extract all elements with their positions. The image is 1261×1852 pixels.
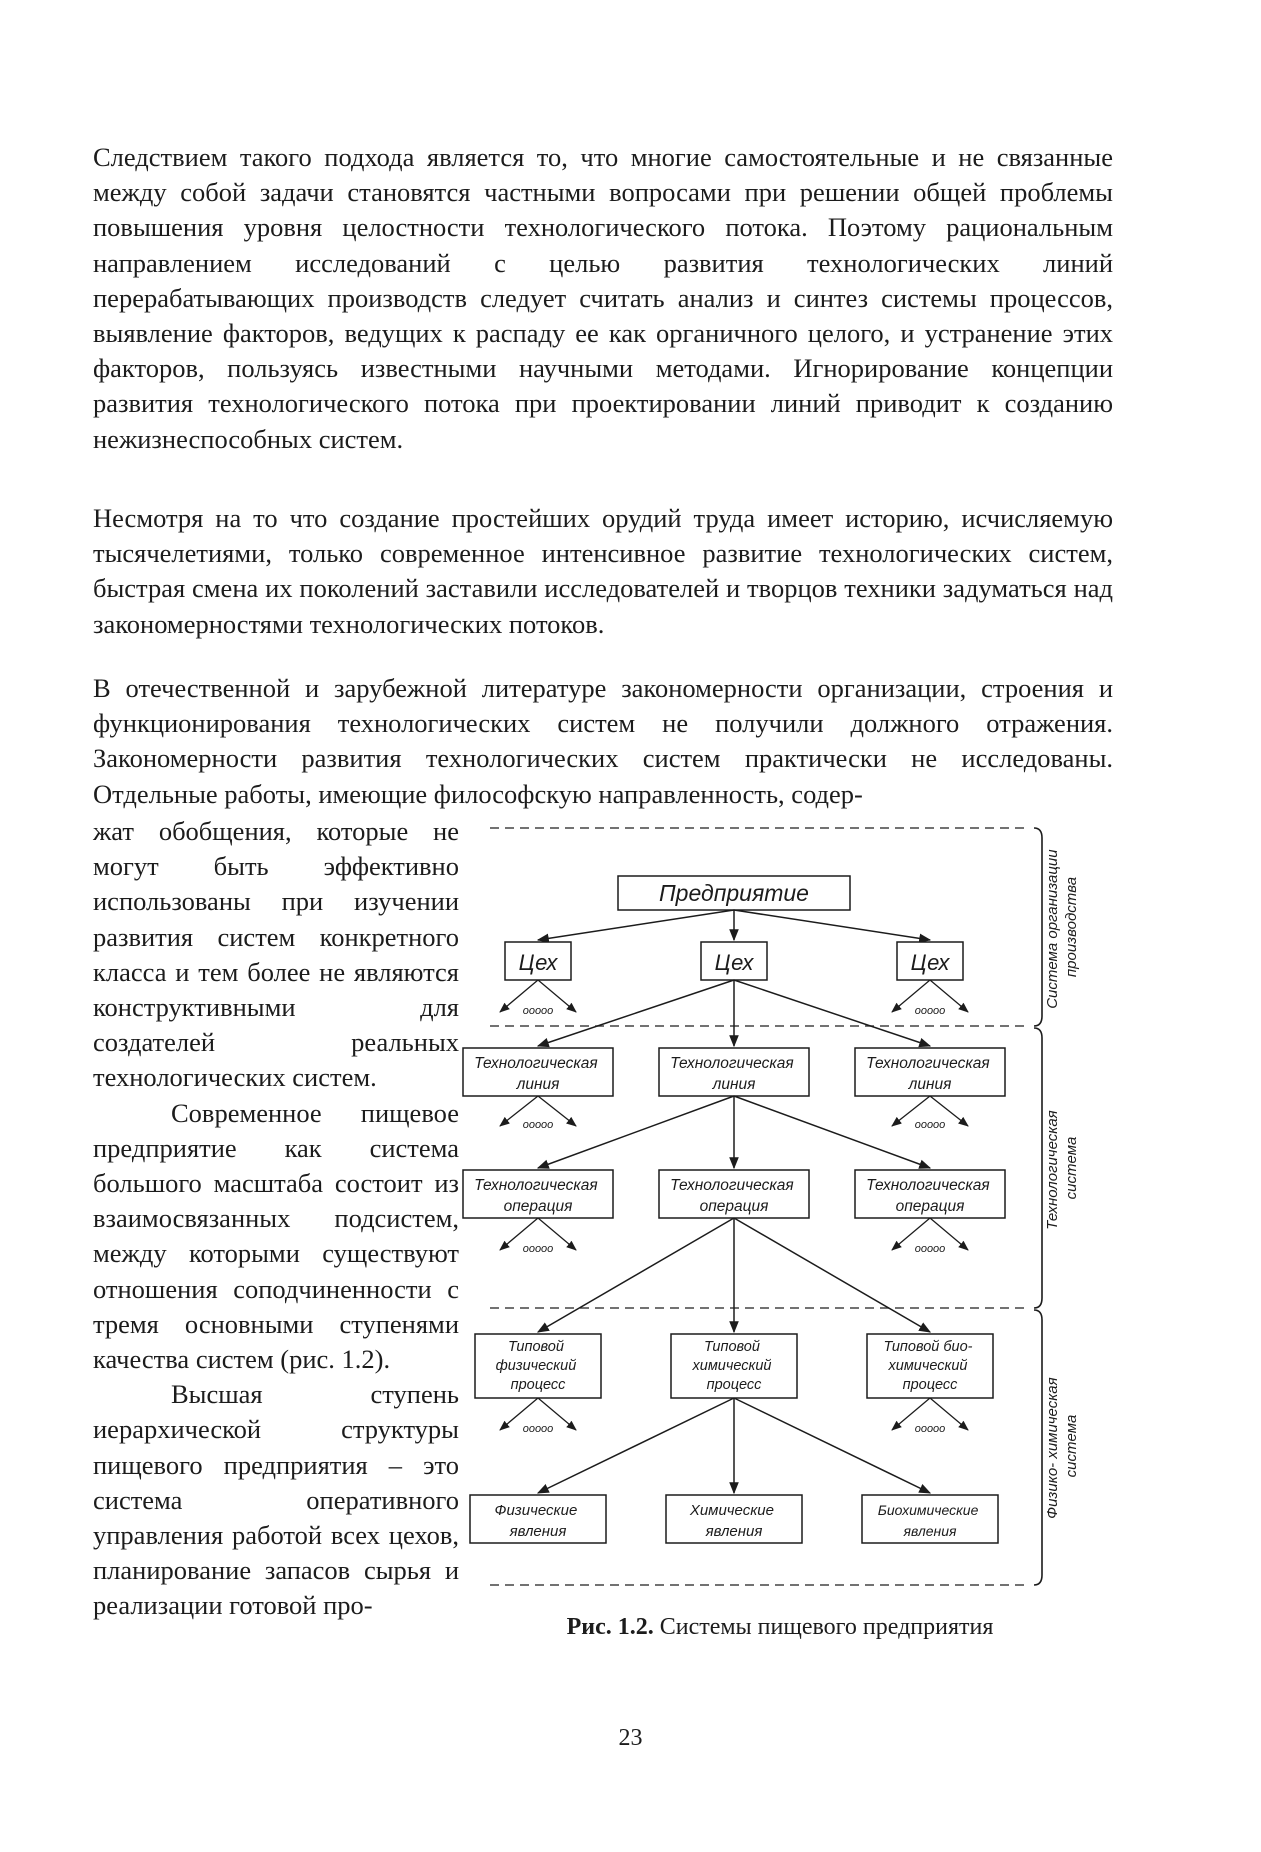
arrow	[734, 980, 930, 1046]
side-label-organization: Система организации производства	[1044, 849, 1080, 1009]
process-label: Типовой физический процесс	[495, 1339, 577, 1393]
phenomena-label: Физические явления	[494, 1502, 578, 1540]
brace-technological	[1034, 1028, 1042, 1308]
side-label-technological: Технологическая система	[1044, 1110, 1080, 1230]
arrow	[538, 1218, 734, 1332]
dots: ооооо	[914, 1005, 946, 1017]
paragraph-3: В отечественной и зарубежной литературе закономерности организации, строения и функционирования технологических систем не получили должного отражения. Закономерности развития технологических систем практически не исследованы. Отдельные работы, имеющие философскую направленность, содер-	[93, 673, 1113, 809]
operation-label: Технологическая операция	[866, 1177, 990, 1215]
dots: ооооо	[914, 1243, 946, 1255]
enterprise-label: Предприятие	[659, 880, 809, 906]
dots: ооооо	[522, 1423, 554, 1435]
paragraph-1: Следствием такого подхода является то, что многие самостоятельные и не связанные между собой задачи становятся частными вопросами при решении общей проблемы повышения уровня целостности технологического потока. Поэтому рациональным направлением исследований с целью развития технологических линий перерабатывающих производств следует считать анализ и синтез системы процессов, выявление факторов, ведущих к распаду ее как органичного целого, и устранение этих факторов, пользуясь известными научными методами. Игнорирование концепции развития технологического потока при проектировании линий приводит к созданию нежизнеспособных систем.	[93, 142, 1113, 454]
workshop-label: Цех	[518, 950, 558, 975]
arrow	[734, 1096, 930, 1168]
workshop-label: Цех	[910, 950, 950, 975]
process-label: Типовой химический процесс	[692, 1339, 772, 1393]
arrow	[538, 1398, 734, 1493]
arrow	[734, 1398, 930, 1493]
line-label: Технологическая линия	[866, 1055, 990, 1093]
page-number: 23	[618, 1725, 643, 1751]
brace-organization	[1034, 828, 1042, 1026]
arrow	[538, 980, 734, 1046]
dots: ооооо	[522, 1119, 554, 1131]
wrapped-text-column	[93, 814, 459, 1624]
dots: ооооо	[522, 1243, 554, 1255]
paragraph-3-continuation: жат обобщения, которые не могут быть эффективно использованы при изучении развития систем конкретного класса и тем более не являются конструктивными для создателей реальных технологических систем.	[93, 816, 459, 1093]
arrow	[538, 1096, 734, 1168]
line-label: Технологическая линия	[474, 1055, 598, 1093]
paragraph-2: Несмотря на то что создание простейших орудий труда имеет историю, исчисляемую тысячелетиями, только современное интенсивное развитие технологических систем, быстрая смена их поколений заставили исследователей и творцов техники задуматься над закономерностями технологических потоков.	[93, 503, 1113, 639]
process-label: Типовой био- химический процесс	[883, 1339, 973, 1393]
phenomena-label: Химические явления	[689, 1502, 775, 1540]
phenomena-label: Биохимические явления	[877, 1502, 979, 1539]
paragraph-5: Высшая ступень иерархической структуры пищевого предприятия – это система оперативного управления работой всех цехов, планирование запасов сырья и реализации готовой про-	[93, 1379, 459, 1621]
side-label-physchem: Физико- химическая система	[1044, 1377, 1080, 1519]
line-label: Технологическая линия	[670, 1055, 794, 1093]
arrow	[734, 910, 930, 940]
arrow	[734, 1218, 930, 1332]
figure-label: Рис. 1.2.	[566, 1614, 654, 1640]
figure-caption	[460, 1612, 1100, 1642]
operation-label: Технологическая операция	[474, 1177, 598, 1215]
dots: ооооо	[914, 1423, 946, 1435]
workshop-label: Цех	[714, 950, 754, 975]
dots: ооооо	[914, 1119, 946, 1131]
arrow	[538, 910, 734, 940]
brace-physchem	[1034, 1310, 1042, 1585]
dots: ооооо	[522, 1005, 554, 1017]
paragraph-4: Современное пищевое предприятие как система большого масштаба состоит из взаимосвязанных подсистем, между которыми существуют отношения соподчиненности с тремя основными ступенями качества систем (рис. 1.2).	[93, 1097, 459, 1375]
operation-label: Технологическая операция	[670, 1177, 794, 1215]
figure-title: Системы пищевого предприятия	[659, 1614, 994, 1640]
enterprise-systems-diagram	[460, 810, 1120, 1610]
